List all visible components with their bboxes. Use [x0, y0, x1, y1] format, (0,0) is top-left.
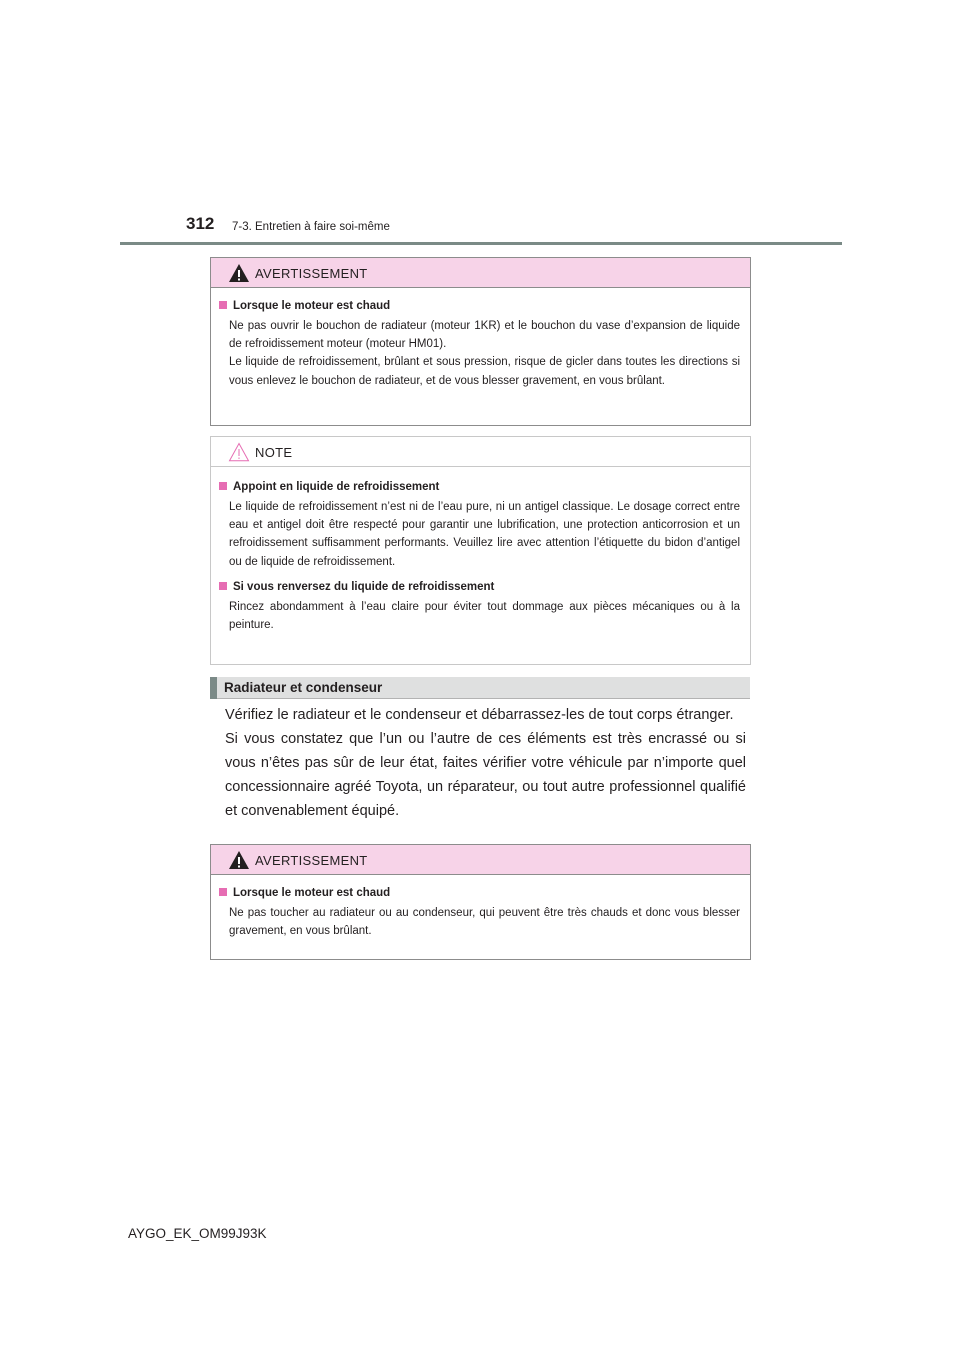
warning-triangle-icon [228, 263, 250, 283]
warning-box-radiator-hot [210, 844, 751, 960]
page-number: 312 [186, 214, 215, 233]
item-title: Appoint en liquide de refroidissement [219, 479, 740, 495]
item-text: Le liquide de refroidissement, brûlant et sous pression, risque de gicler dans toutes les directions si vous enlevez le bouchon de radiateur, et de vous blesser gravement, en vous brûlant. [229, 356, 740, 387]
warning-label: AVERTISSEMENT [255, 266, 368, 281]
section-title: 7-3. Entretien à faire soi-même [232, 221, 390, 233]
item-text: Rincez abondamment à l’eau claire pour éviter tout dommage aux pièces mécaniques ou à la peinture. [229, 600, 740, 632]
note-item [219, 579, 740, 634]
document-code: AYGO_EK_OM99J93K [128, 1226, 267, 1241]
item-text: Ne pas toucher au radiateur ou au condenseur, qui peuvent être très chauds et donc vous blesser gravement, en vous brûlant. [229, 907, 740, 938]
warning-item [219, 298, 740, 390]
warning-item [219, 885, 740, 940]
item-title: Si vous renversez du liquide de refroidissement [219, 579, 740, 595]
bullet-square-icon [219, 301, 227, 309]
warning-header [211, 258, 750, 288]
note-item [219, 479, 740, 571]
item-text: Ne pas ouvrir le bouchon de radiateur (moteur 1KR) et le bouchon du vase d’expansion de liquide de refroidissement moteur (moteur HM01). [229, 320, 740, 351]
heading-bar [210, 677, 217, 699]
bullet-square-icon [219, 482, 227, 490]
body-paragraph: Si vous constatez que l’un ou l’autre de ces éléments est très encrassé ou si vous n’êtes pas sûr de leur état, faites vérifier votre véhicule par n’importe quel concessionnaire agréé Toyota, un réparateur, ou tout autre professionnel qualifié et convenablement équipé. [225, 731, 746, 819]
bullet-square-icon [219, 888, 227, 896]
item-text: Le liquide de refroidissement n’est ni de l’eau pure, ni un antigel classique. Le dosage correct entre eau et antigel doit être respecté pour garantir une lubrification, une protection anticorrosion et un refroidissement suffisamment performants. Veuillez lire avec attention l’étiquette du bidon d’antigel ou de liquide de refroidissement. [229, 501, 740, 568]
bullet-square-icon [219, 582, 227, 590]
caution-triangle-icon [228, 442, 250, 462]
subsection-title: Radiateur et condenseur [224, 680, 383, 695]
warning-triangle-icon [228, 850, 250, 870]
note-header [211, 437, 750, 467]
item-title: Lorsque le moteur est chaud [219, 885, 740, 901]
body-paragraph: Vérifiez le radiateur et le condenseur et débarrassez-les de tout corps étranger. [225, 707, 734, 723]
warning-header [211, 845, 750, 875]
item-title: Lorsque le moteur est chaud [219, 298, 740, 314]
body-text [225, 703, 746, 823]
warning-box-engine-hot [210, 257, 751, 426]
subsection-heading [210, 677, 750, 699]
note-label: NOTE [255, 445, 293, 460]
header-rule [120, 242, 842, 245]
warning-label: AVERTISSEMENT [255, 853, 368, 868]
note-box [210, 436, 751, 665]
